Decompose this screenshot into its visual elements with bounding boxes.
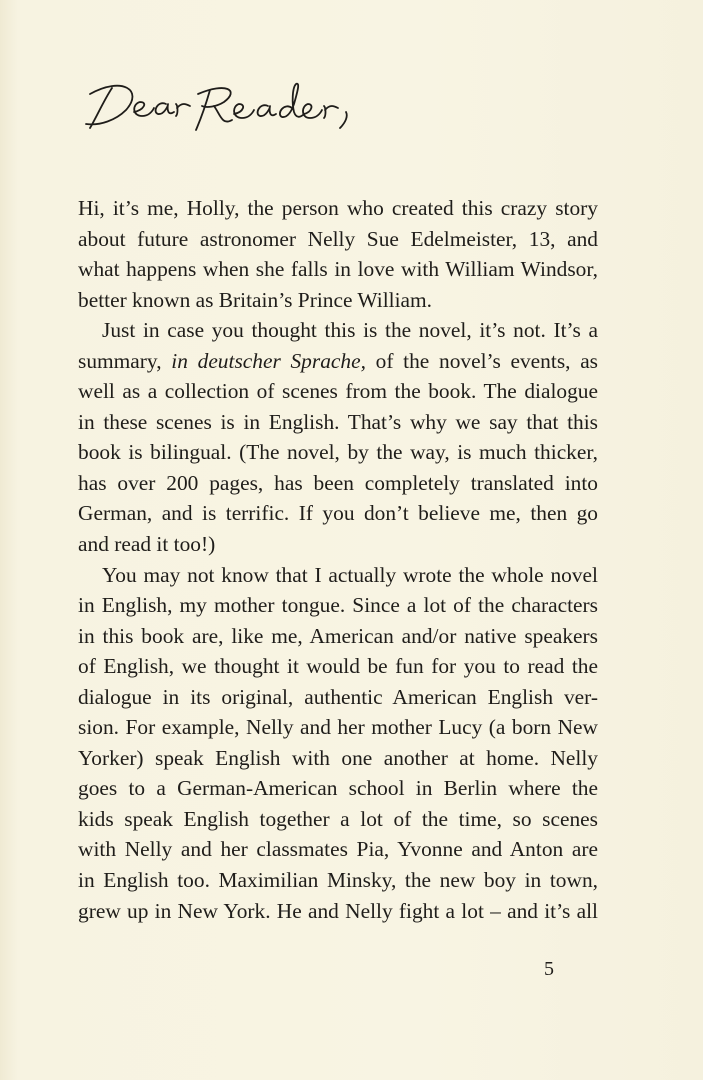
text-line: Hi, it’s me, Holly, the person who created this crazy story <box>78 196 598 220</box>
page-number: 5 <box>544 958 554 980</box>
text-line-with-emphasis <box>78 346 598 377</box>
text-line: in English, my mother tongue. Since a lot of the characters <box>78 593 598 618</box>
text-line: German, and is terrific. If you don’t believe me, then go <box>78 501 598 526</box>
text-line: and read it too!) <box>78 532 216 557</box>
text-line: about future astronomer Nelly Sue Edelmeister, 13, and <box>78 226 598 251</box>
text-line: in this book are, like me, American and/or native speakers <box>78 623 598 648</box>
text-line: book is bilingual. (The novel, by the way, is much thicker, <box>78 440 598 465</box>
text-line: You may not know that I actually wrote the whole novel <box>102 562 598 587</box>
text-line: of English, we thought it would be fun for you to read the <box>78 654 598 679</box>
text-line: Yorker) speak English with one another at home. Nelly <box>78 745 598 770</box>
handwritten-salutation <box>82 60 402 160</box>
letter-body <box>78 193 598 926</box>
text-line: has over 200 pages, has been completely translated into <box>78 470 598 495</box>
text-line: grew up in New York. He and Nelly fight a lot – and it’s all <box>78 898 598 923</box>
text-line: dialogue in its original, authentic American English ver- <box>78 684 598 709</box>
emphasized-phrase: in deutscher Sprache, <box>171 348 366 373</box>
text-line: sion. For example, Nelly and her mother Lucy (a born New <box>78 715 598 740</box>
text-line: in English too. Maximilian Minsky, the new boy in town, <box>78 868 598 893</box>
text-line: goes to a German-American school in Berlin where the <box>78 776 598 801</box>
text-line: what happens when she falls in love with William Windsor, <box>78 257 598 282</box>
text-run: summary, <box>78 348 172 373</box>
text-run: of the novel’s events, as <box>365 348 599 373</box>
text-line: kids speak English together a lot of the time, so scenes <box>78 806 598 831</box>
text-line: better known as Britain’s Prince William. <box>78 287 432 312</box>
text-line: well as a collection of scenes from the book. The dialogue <box>78 379 598 404</box>
text-line: with Nelly and her classmates Pia, Yvonne and Anton are <box>78 837 598 862</box>
salutation-script <box>82 60 402 160</box>
text-line: in these scenes is in English. That’s why we say that this <box>78 409 598 434</box>
text-line: Just in case you thought this is the novel, it’s not. It’s a <box>102 318 598 343</box>
